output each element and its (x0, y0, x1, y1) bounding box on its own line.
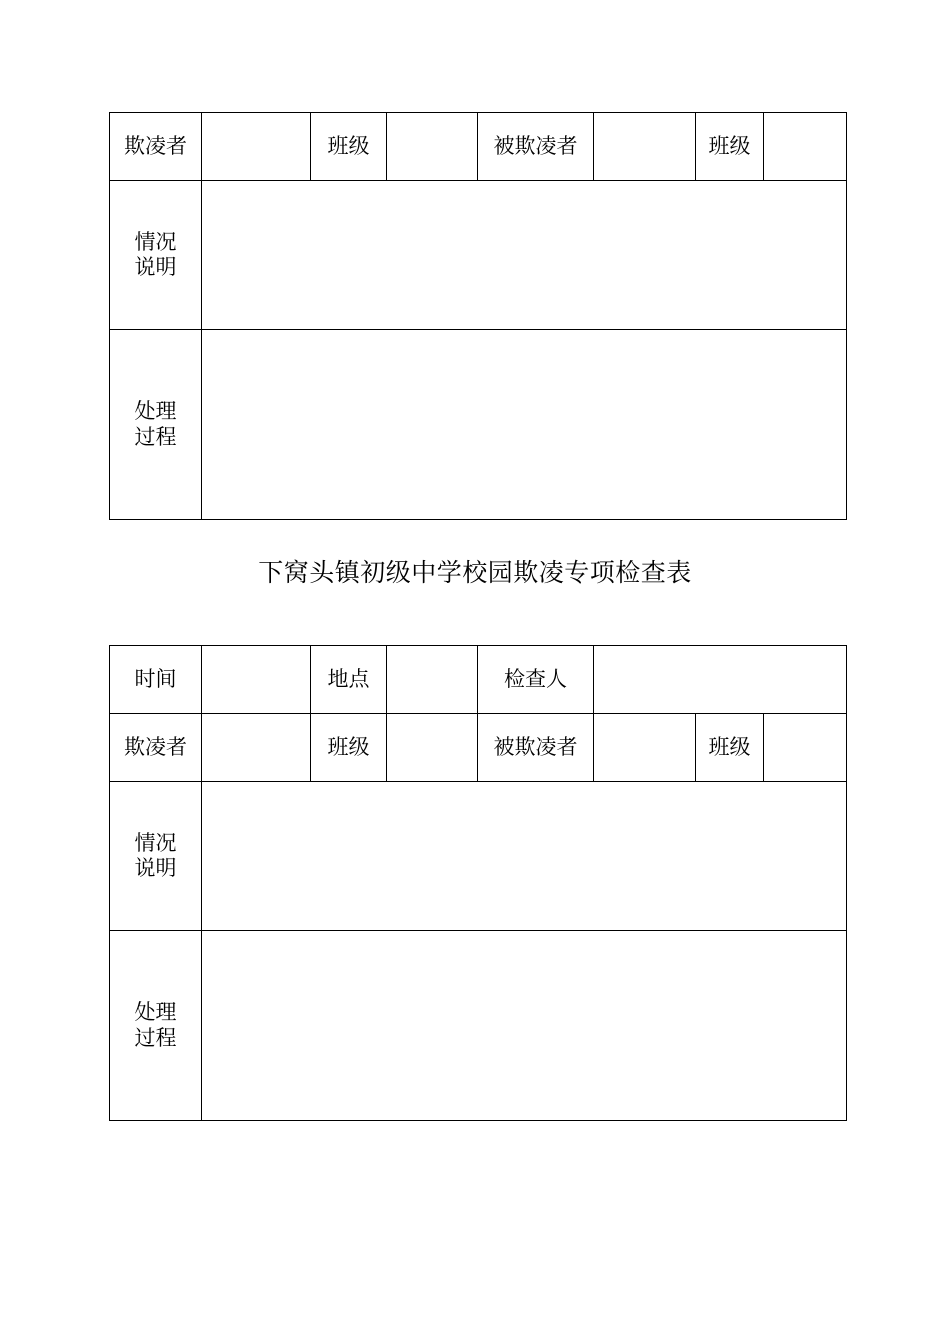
handling-field[interactable] (202, 330, 847, 520)
people-row (110, 113, 847, 181)
handling-field[interactable] (202, 931, 847, 1121)
victim-field[interactable] (594, 113, 696, 181)
place-label: 地点 (311, 646, 387, 714)
place-field[interactable] (387, 646, 478, 714)
bully-field[interactable] (202, 113, 311, 181)
handling-label: 处理过程 (110, 931, 202, 1121)
bully-class-label: 班级 (311, 714, 387, 782)
handling-row (110, 330, 847, 520)
time-label: 时间 (110, 646, 202, 714)
situation-row (110, 782, 847, 931)
meta-row (110, 646, 847, 714)
situation-label: 情况说明 (110, 181, 202, 330)
victim-class-field[interactable] (764, 113, 847, 181)
bully-class-field[interactable] (387, 714, 478, 782)
inspection-table-1 (109, 112, 847, 520)
bully-field[interactable] (202, 714, 311, 782)
victim-label: 被欺凌者 (478, 714, 594, 782)
victim-class-label: 班级 (696, 714, 764, 782)
victim-class-label: 班级 (696, 113, 764, 181)
bully-label: 欺凌者 (110, 714, 202, 782)
situation-row (110, 181, 847, 330)
bully-label: 欺凌者 (110, 113, 202, 181)
situation-label: 情况说明 (110, 782, 202, 931)
time-field[interactable] (202, 646, 311, 714)
inspection-table-2 (109, 645, 847, 1121)
people-row (110, 714, 847, 782)
handling-label: 处理过程 (110, 330, 202, 520)
bully-class-label: 班级 (311, 113, 387, 181)
inspector-label: 检查人 (478, 646, 594, 714)
victim-field[interactable] (594, 714, 696, 782)
situation-field[interactable] (202, 782, 847, 931)
victim-class-field[interactable] (764, 714, 847, 782)
victim-label: 被欺凌者 (478, 113, 594, 181)
form-title: 下窝头镇初级中学校园欺凌专项检查表 (258, 558, 692, 587)
inspector-field[interactable] (594, 646, 847, 714)
handling-row (110, 931, 847, 1121)
situation-field[interactable] (202, 181, 847, 330)
bully-class-field[interactable] (387, 113, 478, 181)
